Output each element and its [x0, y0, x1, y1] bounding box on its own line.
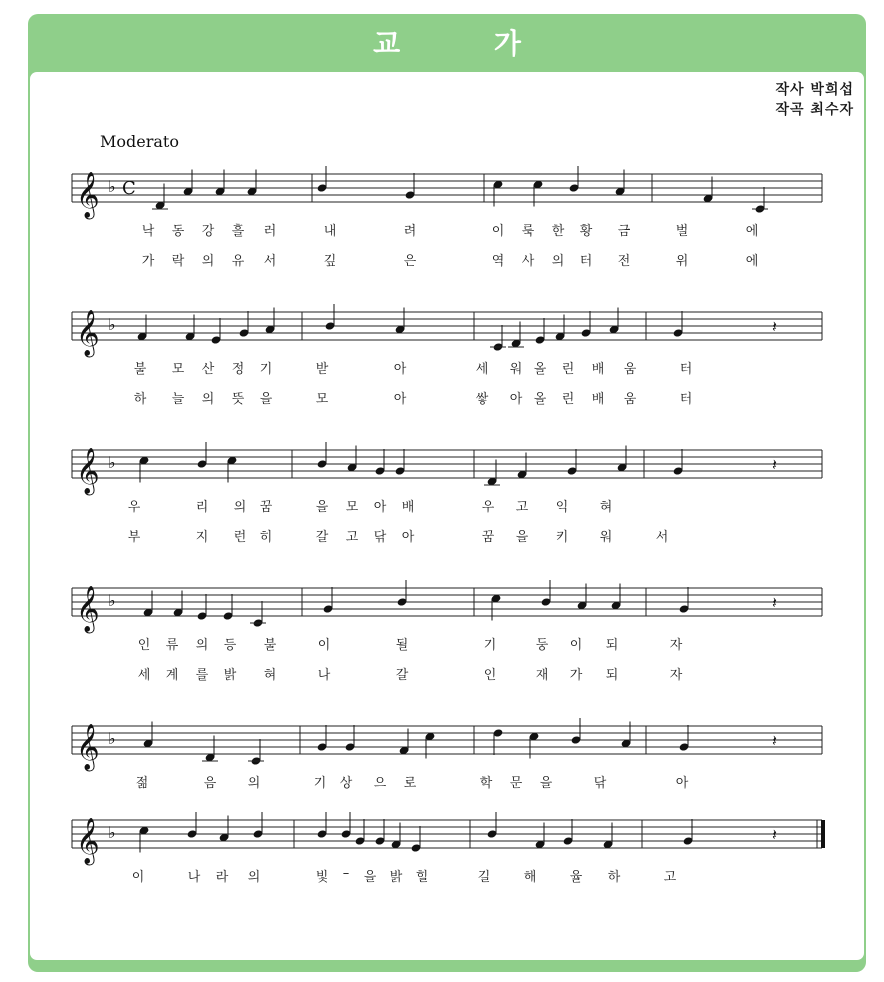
staff-3 — [30, 440, 864, 502]
lyric-syllable: 에 — [745, 254, 759, 269]
lyric-syllable: 계 — [165, 668, 179, 683]
lyric-syllable: 내 — [323, 224, 337, 239]
lyric-syllable: 배 — [591, 362, 605, 377]
lyric-line-2 — [30, 526, 864, 544]
lyric-syllable: 류 — [165, 638, 179, 653]
lyric-syllable: 히 — [259, 530, 273, 545]
flat-key-signature-icon: ♭ — [108, 315, 116, 334]
lyric-syllable: 깊 — [323, 254, 337, 269]
lyric-syllable: 기 — [483, 638, 497, 653]
lyric-syllable: 자 — [669, 668, 683, 683]
lyric-syllable: 기 — [259, 362, 273, 377]
lyric-syllable: 밝 — [223, 668, 237, 683]
lyric-syllable: 움 — [623, 362, 637, 377]
lyric-syllable: 터 — [679, 392, 693, 407]
lyric-syllable: 으 — [373, 776, 387, 791]
lyric-syllable: 재 — [535, 668, 549, 683]
lyric-syllable: 기 — [313, 776, 327, 791]
lyric-syllable: 을 — [515, 530, 529, 545]
lyric-syllable: 이 — [491, 224, 505, 239]
lyric-syllable: 한 — [551, 224, 565, 239]
lyric-syllable: 힐 — [415, 870, 429, 885]
staff-6 — [30, 810, 864, 872]
sheet-music — [30, 72, 864, 960]
lyric-syllable: 받 — [315, 362, 329, 377]
lyric-line-1 — [30, 866, 864, 884]
lyric-syllable: 이 — [317, 638, 331, 653]
final-barline — [821, 820, 825, 848]
lyric-syllable: 아 — [675, 776, 689, 791]
lyric-syllable: 의 — [195, 638, 209, 653]
lyric-syllable: 이 — [131, 870, 145, 885]
lyric-syllable: 배 — [591, 392, 605, 407]
staff-5 — [30, 716, 864, 778]
lyric-syllable: 정 — [231, 362, 245, 377]
staff-1 — [30, 164, 864, 226]
song-title: 교 가 — [373, 27, 563, 60]
lyric-syllable: 러 — [263, 224, 277, 239]
lyric-syllable: 을 — [259, 392, 273, 407]
lyric-syllable: 길 — [477, 870, 491, 885]
lyric-syllable: 벌 — [675, 224, 689, 239]
lyric-line-1 — [30, 496, 864, 514]
lyric-syllable: 갈 — [315, 530, 329, 545]
lyric-syllable: 쌓 — [475, 392, 489, 407]
lyric-syllable: 나 — [317, 668, 331, 683]
lyric-syllable: 뜻 — [231, 392, 245, 407]
lyric-syllable: 하 — [607, 870, 621, 885]
title-bar — [28, 14, 866, 70]
lyric-syllable: – — [342, 866, 350, 881]
lyric-syllable: 되 — [605, 638, 619, 653]
lyric-syllable: 자 — [669, 638, 683, 653]
time-signature: C — [122, 178, 136, 199]
lyric-syllable: 리 — [195, 500, 209, 515]
lyric-syllable: 룩 — [521, 224, 535, 239]
lyric-syllable: 워 — [599, 530, 613, 545]
quarter-rest-icon: 𝄽 — [772, 317, 777, 336]
lyric-syllable: 상 — [339, 776, 353, 791]
lyric-syllable: 둥 — [535, 638, 549, 653]
lyric-syllable: 갈 — [395, 668, 409, 683]
lyric-syllable: 의 — [247, 776, 261, 791]
treble-clef-icon: 𝄞 — [76, 586, 100, 632]
lyric-syllable: 워 — [509, 362, 523, 377]
flat-key-signature-icon: ♭ — [108, 729, 116, 748]
lyric-syllable: 불 — [133, 362, 147, 377]
lyric-syllable: 서 — [655, 530, 669, 545]
lyric-syllable: 모 — [345, 500, 359, 515]
credits — [776, 80, 855, 120]
lyric-syllable: 런 — [233, 530, 247, 545]
lyric-syllable: 터 — [679, 362, 693, 377]
lyric-syllable: 터 — [579, 254, 593, 269]
lyric-syllable: 역 — [491, 254, 505, 269]
lyric-syllable: 닦 — [373, 530, 387, 545]
lyric-syllable: 모 — [171, 362, 185, 377]
lyric-syllable: 올 — [533, 392, 547, 407]
lyric-syllable: 아 — [393, 392, 407, 407]
lyric-syllable: 해 — [523, 870, 537, 885]
lyric-syllable: 의 — [201, 392, 215, 407]
lyric-syllable: 아 — [373, 500, 387, 515]
lyric-syllable: 부 — [127, 530, 141, 545]
lyric-syllable: 로 — [403, 776, 417, 791]
lyric-syllable: 세 — [137, 668, 151, 683]
lyric-syllable: 을 — [539, 776, 553, 791]
lyric-syllable: 유 — [231, 254, 245, 269]
lyric-syllable: 되 — [605, 668, 619, 683]
lyric-syllable: 밝 — [389, 870, 403, 885]
lyric-syllable: 젊 — [135, 776, 149, 791]
lyric-syllable: 낙 — [141, 224, 155, 239]
lyric-syllable: 아 — [509, 392, 523, 407]
quarter-rest-icon: 𝄽 — [772, 593, 777, 612]
lyric-line-1 — [30, 220, 864, 238]
lyric-syllable: 아 — [393, 362, 407, 377]
lyric-syllable: 나 — [187, 870, 201, 885]
lyric-syllable: 동 — [171, 224, 185, 239]
lyric-syllable: 라 — [215, 870, 229, 885]
lyric-syllable: 린 — [561, 392, 575, 407]
lyric-syllable: 위 — [675, 254, 689, 269]
lyric-syllable: 고 — [345, 530, 359, 545]
lyric-syllable: 학 — [479, 776, 493, 791]
lyric-syllable: 를 — [195, 668, 209, 683]
lyric-syllable: 혀 — [599, 500, 613, 515]
lyric-syllable: 이 — [569, 638, 583, 653]
lyric-syllable: 인 — [137, 638, 151, 653]
lyric-syllable: 늘 — [171, 392, 185, 407]
lyric-syllable: 지 — [195, 530, 209, 545]
lyric-syllable: 의 — [247, 870, 261, 885]
lyric-syllable: 고 — [663, 870, 677, 885]
lyric-syllable: 문 — [509, 776, 523, 791]
lyric-syllable: 빛 — [315, 870, 329, 885]
treble-clef-icon: 𝄞 — [76, 724, 100, 770]
lyric-syllable: 우 — [481, 500, 495, 515]
lyric-syllable: 전 — [617, 254, 631, 269]
lyric-syllable: 의 — [201, 254, 215, 269]
lyric-syllable: 닦 — [593, 776, 607, 791]
lyric-syllable: 익 — [555, 500, 569, 515]
staff-2 — [30, 302, 864, 364]
lyric-syllable: 꿈 — [259, 500, 273, 515]
quarter-rest-icon: 𝄽 — [772, 825, 777, 844]
treble-clef-icon: 𝄞 — [76, 818, 100, 864]
lyric-syllable: 사 — [521, 254, 535, 269]
lyric-line-2 — [30, 388, 864, 406]
lyric-syllable: 의 — [551, 254, 565, 269]
lyric-syllable: 하 — [133, 392, 147, 407]
flat-key-signature-icon: ♭ — [108, 177, 116, 196]
lyric-syllable: 불 — [263, 638, 277, 653]
lyric-syllable: 락 — [171, 254, 185, 269]
composer-credit: 작곡 최수자 — [775, 102, 854, 118]
lyric-syllable: 가 — [569, 668, 583, 683]
lyric-syllable: 모 — [315, 392, 329, 407]
tempo-marking: Moderato — [100, 132, 179, 151]
lyric-syllable: 금 — [617, 224, 631, 239]
lyric-syllable: 배 — [401, 500, 415, 515]
lyric-line-1 — [30, 358, 864, 376]
lyric-syllable: 가 — [141, 254, 155, 269]
lyric-line-1 — [30, 634, 864, 652]
quarter-rest-icon: 𝄽 — [772, 455, 777, 474]
lyric-syllable: 아 — [401, 530, 415, 545]
page-frame — [28, 14, 866, 972]
lyric-syllable: 을 — [315, 500, 329, 515]
flat-key-signature-icon: ♭ — [108, 591, 116, 610]
treble-clef-icon: 𝄞 — [76, 310, 100, 356]
lyric-syllable: 황 — [579, 224, 593, 239]
lyric-syllable: 산 — [201, 362, 215, 377]
lyric-syllable: 혀 — [263, 668, 277, 683]
flat-key-signature-icon: ♭ — [108, 453, 116, 472]
lyric-syllable: 려 — [403, 224, 417, 239]
lyric-syllable: 에 — [745, 224, 759, 239]
lyric-syllable: 서 — [263, 254, 277, 269]
lyric-syllable: 우 — [127, 500, 141, 515]
lyric-syllable: 음 — [203, 776, 217, 791]
flat-key-signature-icon: ♭ — [108, 823, 116, 842]
lyric-syllable: 세 — [475, 362, 489, 377]
lyric-syllable: 움 — [623, 392, 637, 407]
lyric-syllable: 을 — [363, 870, 377, 885]
lyric-syllable: 인 — [483, 668, 497, 683]
lyric-syllable: 될 — [395, 638, 409, 653]
lyric-syllable: 린 — [561, 362, 575, 377]
lyricist-credit: 작사 박희섭 — [775, 82, 854, 98]
lyric-syllable: 꿈 — [481, 530, 495, 545]
lyric-line-2 — [30, 664, 864, 682]
treble-clef-icon: 𝄞 — [76, 448, 100, 494]
lyric-syllable: 강 — [201, 224, 215, 239]
staff-4 — [30, 578, 864, 640]
lyric-syllable: 흘 — [231, 224, 245, 239]
lyric-line-1 — [30, 772, 864, 790]
lyric-line-2 — [30, 250, 864, 268]
lyric-syllable: 고 — [515, 500, 529, 515]
lyric-syllable: 키 — [555, 530, 569, 545]
lyric-syllable: 의 — [233, 500, 247, 515]
lyric-syllable: 등 — [223, 638, 237, 653]
treble-clef-icon: 𝄞 — [76, 172, 100, 218]
lyric-syllable: 올 — [533, 362, 547, 377]
quarter-rest-icon: 𝄽 — [772, 731, 777, 750]
lyric-syllable: 은 — [403, 254, 417, 269]
lyric-syllable: 율 — [569, 870, 583, 885]
